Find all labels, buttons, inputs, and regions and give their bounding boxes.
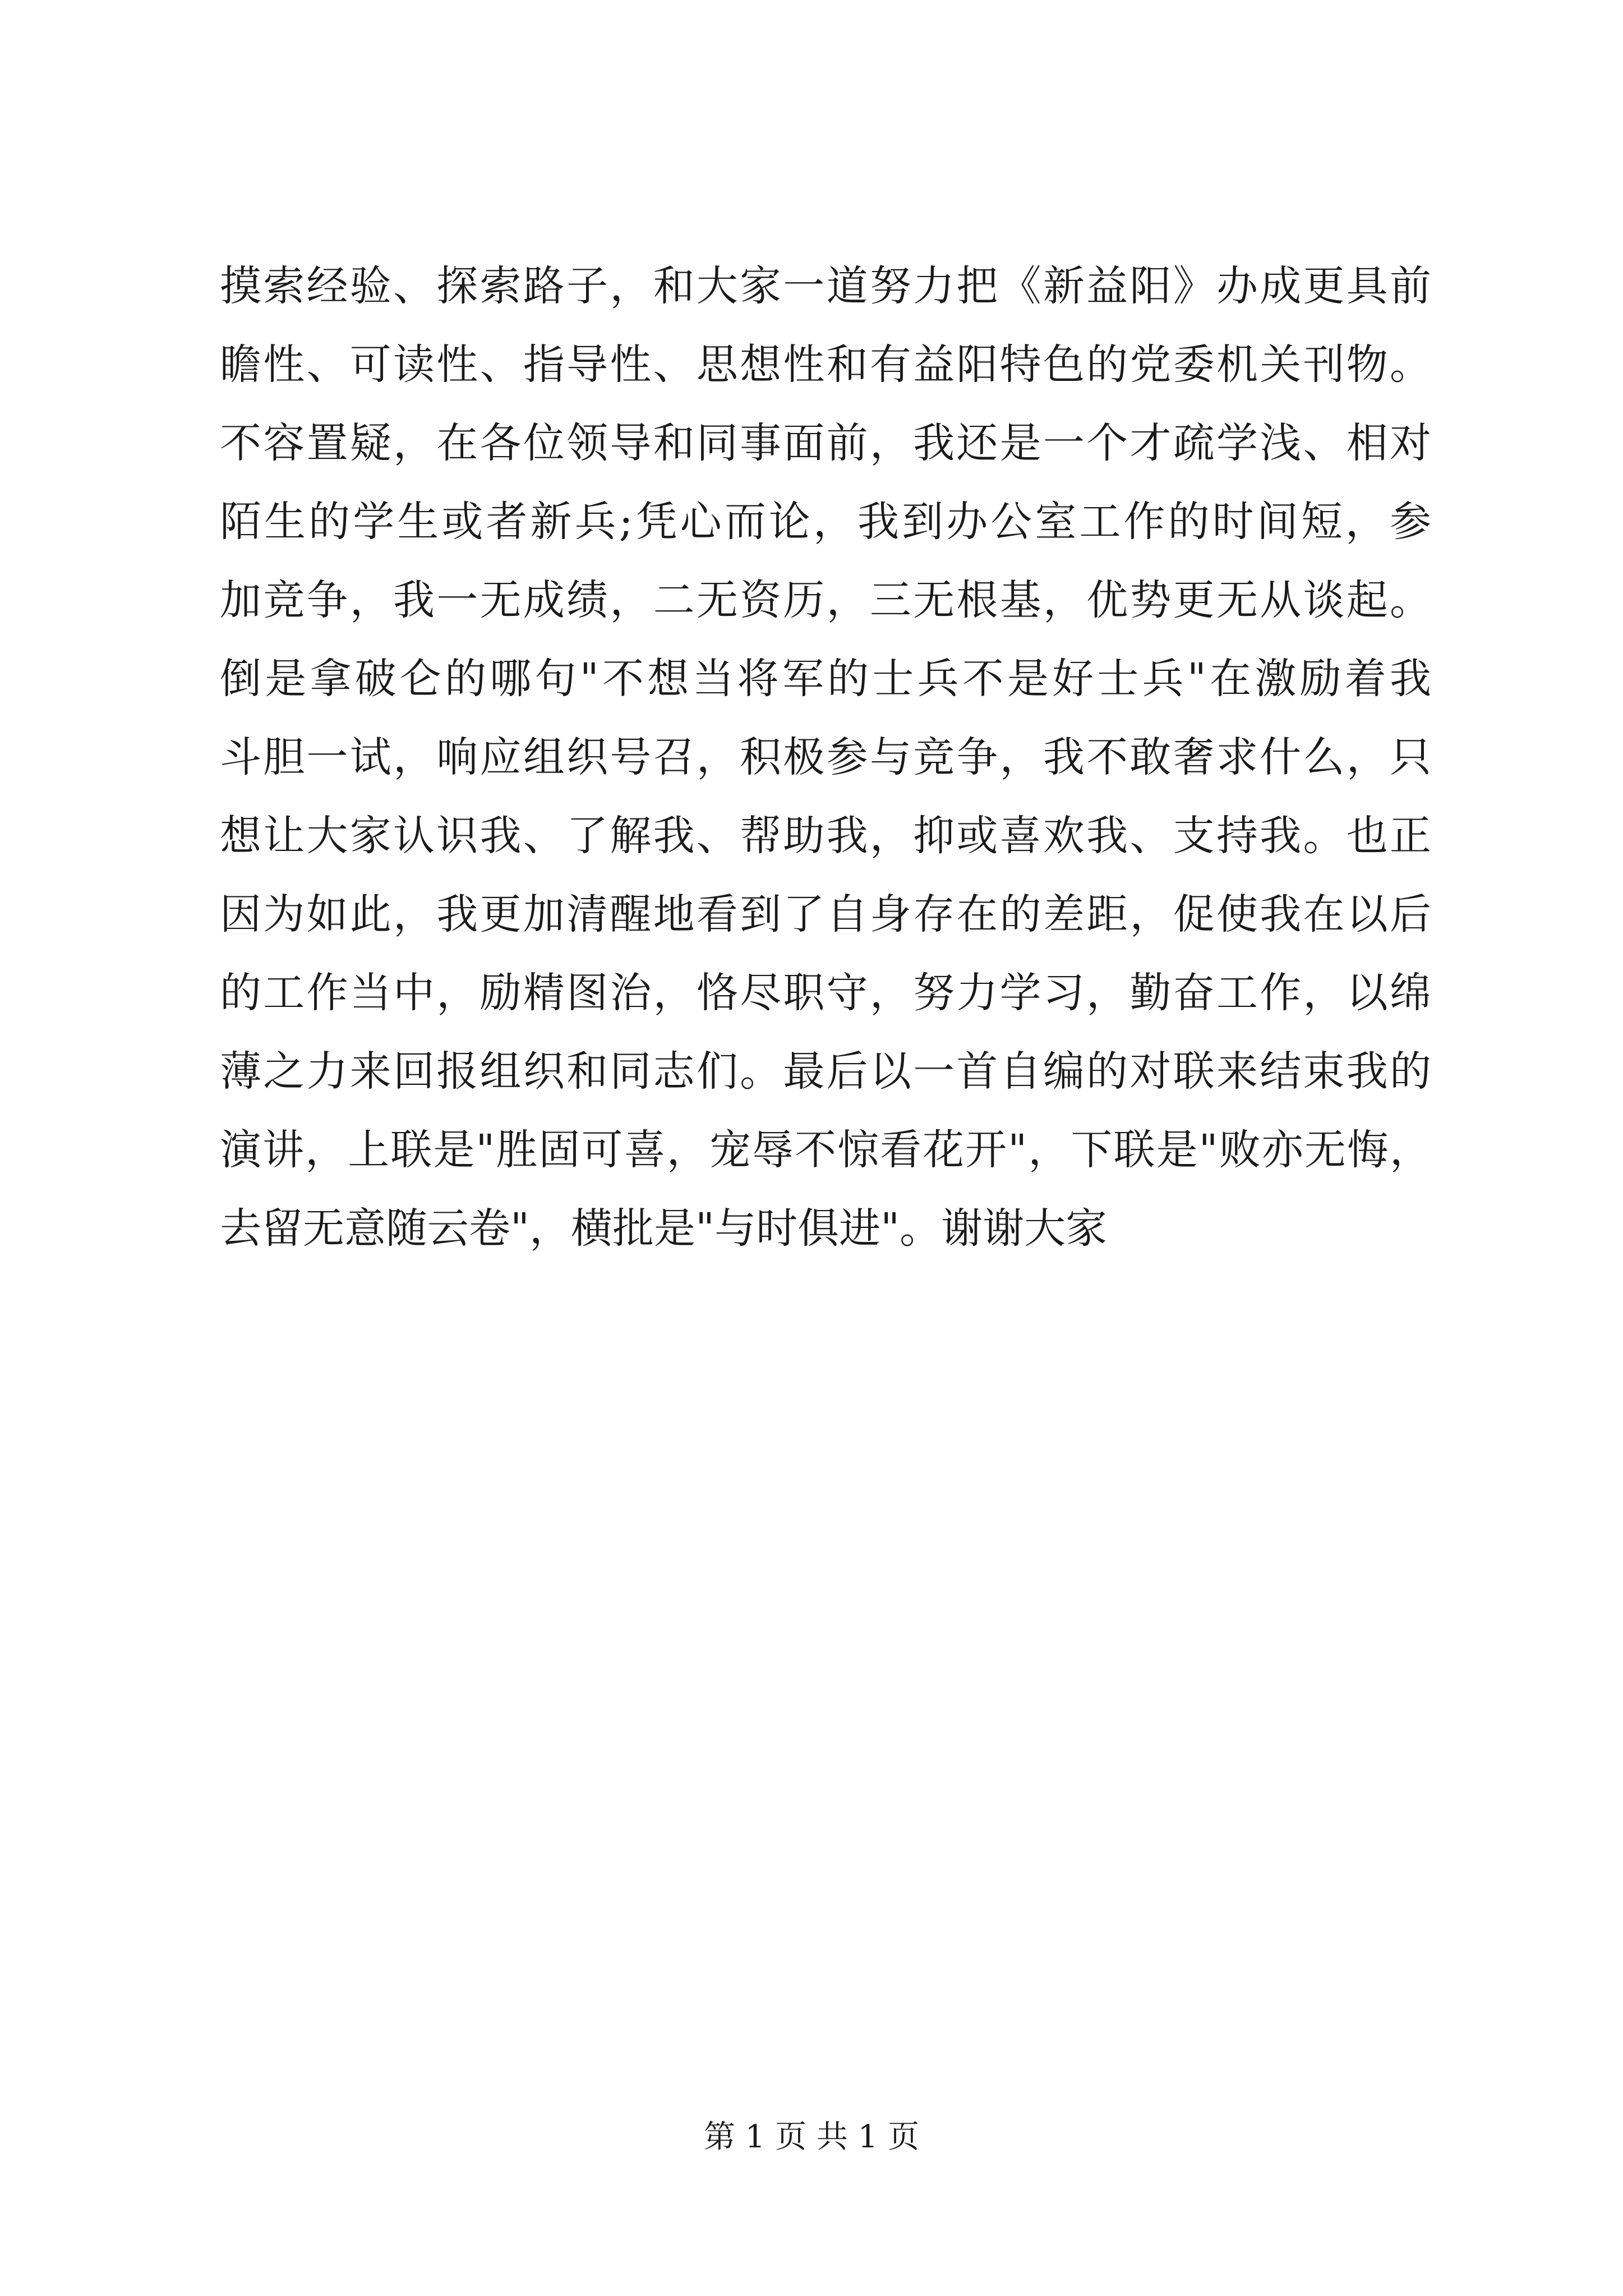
- text-line-11: 薄之力来回报组织和同志们。最后以一首自编的对联来结束我的: [220, 1047, 1431, 1096]
- text-line-12: 演讲，上联是"胜固可喜，宠辱不惊看花开"，下联是"败亦无悔，: [220, 1126, 1431, 1174]
- text-line-8: 想让大家认识我、了解我、帮助我，抑或喜欢我、支持我。也正: [220, 812, 1431, 860]
- page-footer: 第 1 页 共 1 页: [703, 2119, 920, 2155]
- text-line-10: 的工作当中，励精图治，恪尽职守，努力学习，勤奋工作，以绵: [220, 969, 1431, 1017]
- text-line-7: 斗胆一试，响应组织号召，积极参与竞争，我不敢奢求什么，只: [220, 733, 1431, 781]
- text-line-13: 去留无意随云卷"，横批是"与时俱进"。谢谢大家: [220, 1204, 1108, 1253]
- body-text: [220, 247, 1431, 1268]
- text-line-6: 倒是拿破仑的哪句"不想当将军的士兵不是好士兵"在激励着我: [220, 655, 1431, 703]
- text-line-4: 陌生的学生或者新兵;凭心而论，我到办公室工作的时间短，参: [220, 498, 1431, 546]
- text-line-5: 加竞争，我一无成绩，二无资历，三无根基，优势更无从谈起。: [220, 576, 1431, 624]
- text-line-9: 因为如此，我更加清醒地看到了自身存在的差距，促使我在以后: [220, 890, 1431, 938]
- text-line-3: 不容置疑，在各位领导和同事面前，我还是一个才疏学浅、相对: [220, 419, 1431, 467]
- text-line-1: 摸索经验、探索路子，和大家一道努力把《新益阳》办成更具前: [220, 262, 1431, 310]
- text-line-2: 瞻性、可读性、指导性、思想性和有益阳特色的党委机关刊物。: [220, 341, 1431, 389]
